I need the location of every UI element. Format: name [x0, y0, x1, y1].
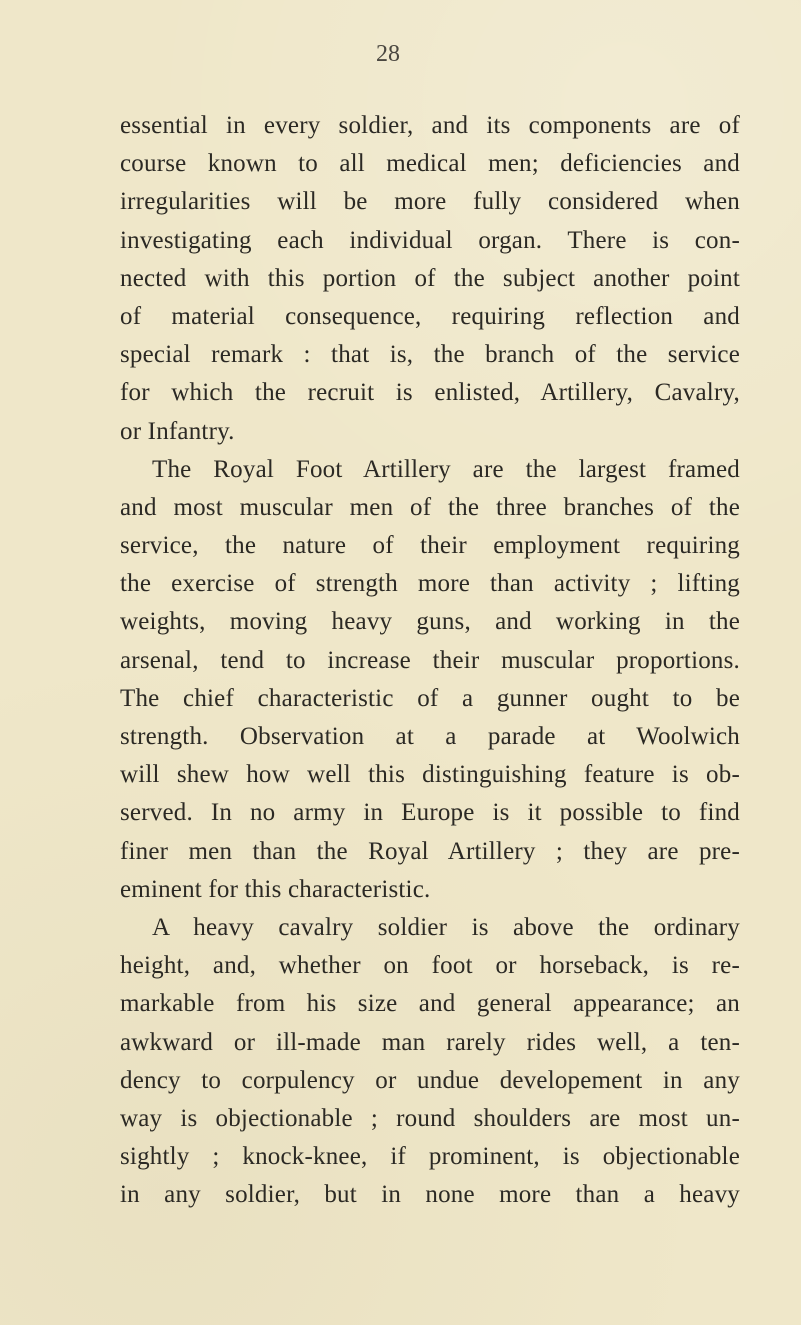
text-line: special remark : that is, the branch of the service: [120, 341, 740, 369]
text-line: A heavy cavalry soldier is above the ordinary: [152, 913, 740, 941]
text-line: service, the nature of their employment requiring: [120, 532, 740, 560]
text-line: awkward or ill-made man rarely rides well, a ten-: [120, 1028, 740, 1056]
text-line: way is objectionable ; round shoulders are most un-: [120, 1104, 740, 1132]
text-line: arsenal, tend to increase their muscular proportions.: [120, 646, 740, 674]
text-line: eminent for this characteristic.: [120, 875, 431, 903]
text-line: or Infantry.: [120, 417, 235, 445]
text-line: The chief characteristic of a gunner ought to be: [120, 684, 740, 712]
text-line: The Royal Foot Artillery are the largest framed: [152, 455, 740, 483]
text-line: and most muscular men of the three branches of the: [120, 493, 740, 521]
text-line: will shew how well this distinguishing feature is ob-: [120, 761, 740, 789]
text-line: essential in every soldier, and its components are of: [120, 112, 740, 139]
text-line: in any soldier, but in none more than a heavy: [120, 1181, 740, 1209]
text-line: course known to all medical men; deficiencies and: [120, 150, 740, 178]
text-line: dency to corpulency or undue developement in any: [120, 1066, 740, 1094]
text-line: irregularities will be more fully considered when: [120, 188, 740, 216]
text-line: finer men than the Royal Artillery ; they are pre-: [120, 837, 740, 865]
text-line: investigating each individual organ. There is con-: [120, 226, 740, 254]
text-line: strength. Observation at a parade at Woolwich: [120, 723, 740, 750]
text-line: nected with this portion of the subject another point: [120, 264, 740, 292]
text-line: weights, moving heavy guns, and working in the: [120, 608, 740, 636]
text-line: the exercise of strength more than activity ; lifting: [120, 570, 740, 598]
text-line: served. In no army in Europe is it possible to find: [120, 799, 740, 827]
text-line: height, and, whether on foot or horseback, is re-: [120, 952, 740, 980]
text-line: for which the recruit is enlisted, Artillery, Cavalry,: [120, 379, 740, 407]
text-line: of material consequence, requiring reflection and: [120, 302, 740, 330]
page-number: 28: [376, 41, 400, 67]
text-line: sightly ; knock-knee, if prominent, is objectionable: [120, 1143, 740, 1171]
page-text: [120, 107, 740, 1214]
text-line: markable from his size and general appearance; an: [120, 990, 740, 1018]
